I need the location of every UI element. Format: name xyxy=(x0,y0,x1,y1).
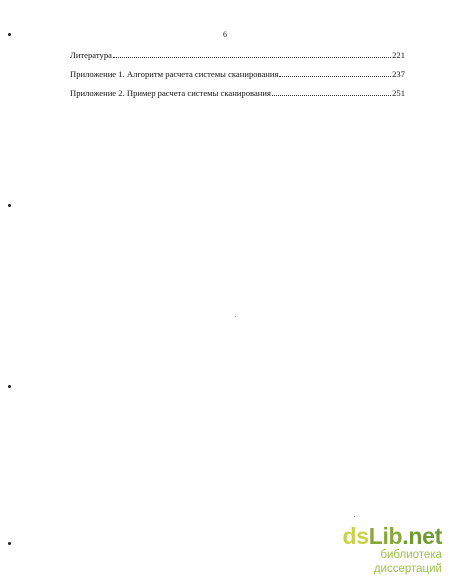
logo-ds: ds xyxy=(342,523,369,549)
page-number: 6 xyxy=(223,30,227,39)
binding-hole-mark xyxy=(8,542,11,545)
table-of-contents xyxy=(70,46,405,103)
binding-hole-mark xyxy=(8,385,11,388)
dslib-watermark[interactable] xyxy=(312,524,442,576)
scan-speck xyxy=(235,316,236,317)
toc-leader-dots xyxy=(272,90,391,96)
dslib-logo xyxy=(312,524,442,548)
toc-entry xyxy=(70,65,405,84)
binding-hole-mark xyxy=(8,204,11,207)
logo-lib: Lib xyxy=(368,523,403,549)
toc-entry xyxy=(70,46,405,65)
toc-entry-title: Приложение 2. Пример расчета системы сканирования xyxy=(70,88,271,98)
toc-entry xyxy=(70,84,405,103)
toc-leader-dots xyxy=(113,52,391,58)
toc-entry-page: 237 xyxy=(392,69,405,79)
binding-hole-mark xyxy=(8,33,11,36)
scan-speck xyxy=(354,516,355,517)
toc-leader-dots xyxy=(279,71,391,77)
dslib-subtitle: библиотека диссертаций xyxy=(373,549,442,575)
logo-net: .net xyxy=(402,523,442,549)
toc-entry-page: 221 xyxy=(392,50,405,60)
toc-entry-title: Приложение 1. Алгоритм расчета системы сканирования xyxy=(70,69,279,79)
toc-entry-title: Литература xyxy=(70,50,112,60)
toc-entry-page: 251 xyxy=(392,88,405,98)
